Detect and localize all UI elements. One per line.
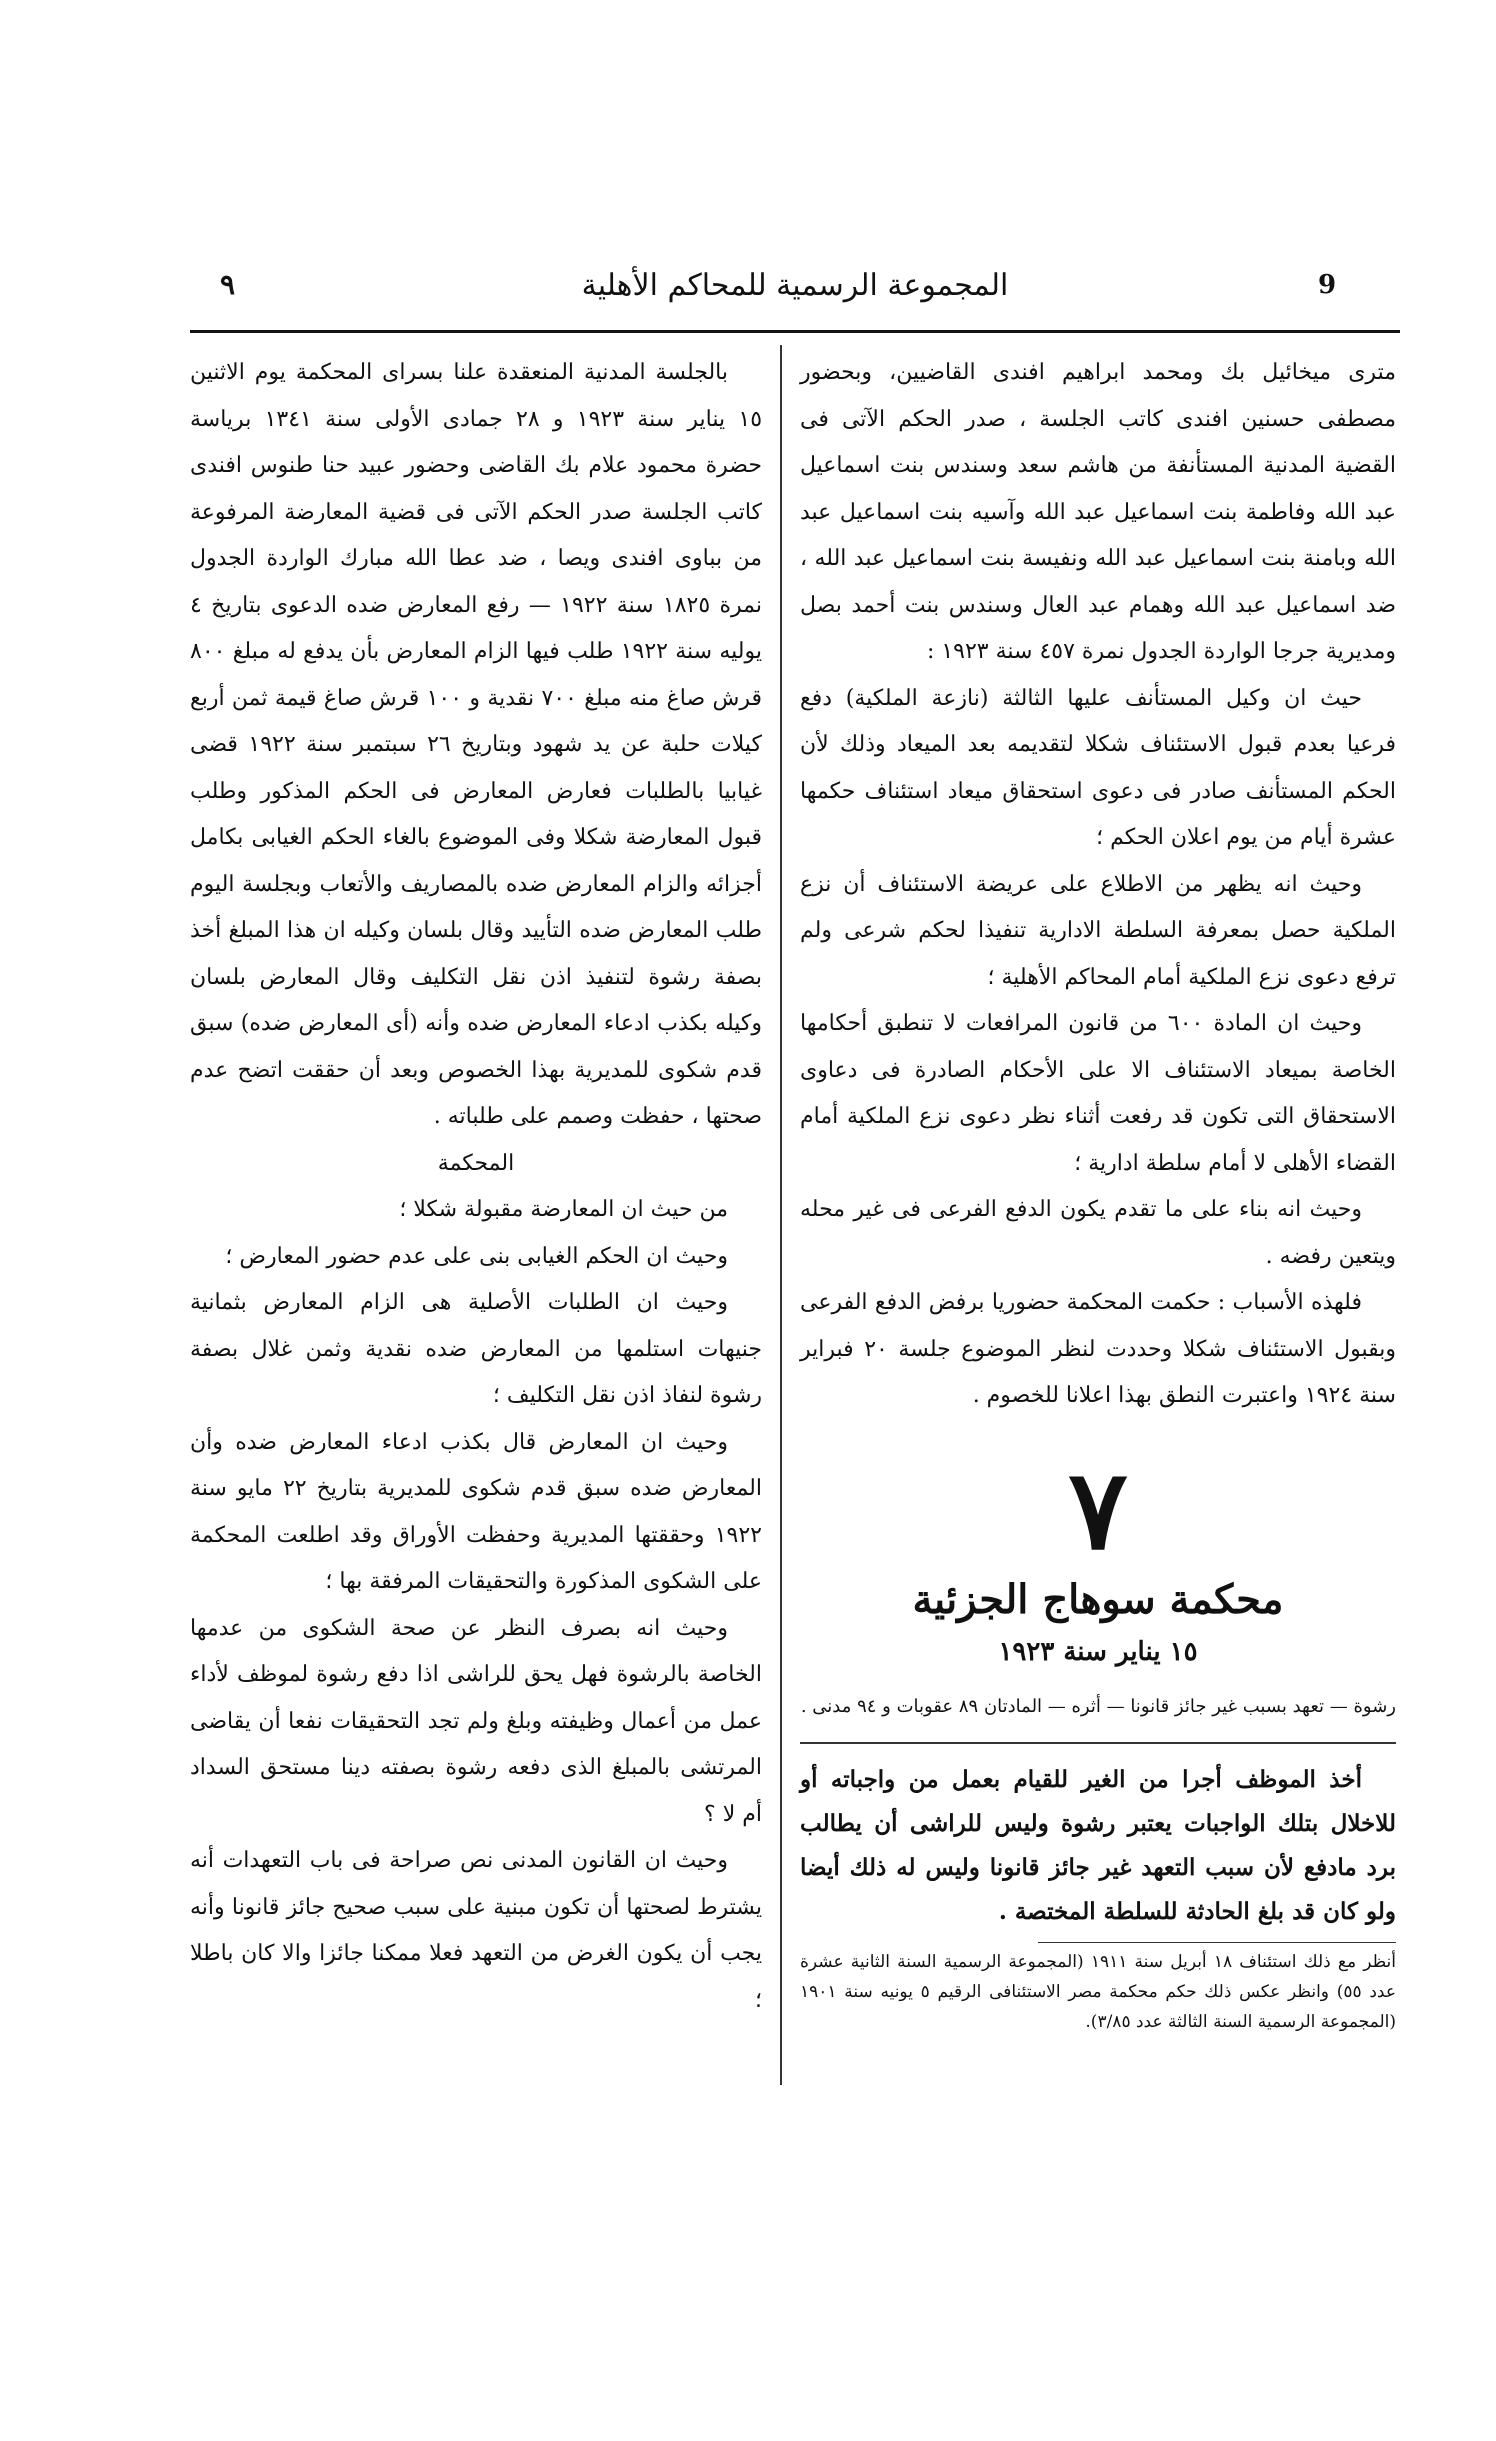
right-column bbox=[800, 350, 1396, 2037]
right-paragraph-2: حيث ان وكيل المستأنف عليها الثالثة (نازعة الملكية) دفع فرعيا بعدم قبول الاستئناف شكلا لتقديمه بعد الميعاد وذلك لأن الحكم المستأنف صادر فى دعوى استحقاق ميعاد استئناف حكمها عشرة أيام من يوم اعلان الحكم ؛ bbox=[800, 685, 1396, 850]
left-paragraph-2: وحيث ان الحكم الغيابى بنى على عدم حضور المعارض ؛ bbox=[225, 1243, 728, 1269]
right-paragraph-3: وحيث انه يظهر من الاطلاع على عريضة الاستئناف أن نزع الملكية حصل بمعرفة السلطة الادارية تنفيذا لحكم شرعى ولم ترفع دعوى نزع الملكية أمام المحاكم الأهلية ؛ bbox=[800, 871, 1396, 990]
court-heading: المحكمة bbox=[437, 1150, 515, 1176]
left-column bbox=[190, 350, 762, 2024]
left-paragraph-5: وحيث انه بصرف النظر عن صحة الشكوى من عدمها الخاصة بالرشوة فهل يحق للراشى اذا دفع رشوة لموظف لأداء عمل من أعمال وظيفته وبلغ ولم تجد التحقيقات نفعا أن يقاضى المرتشى بالمبلغ الذى دفعه رشوة بصفته دينا مستحق السداد أم لا ؟ bbox=[190, 1615, 762, 1827]
left-paragraph-3: وحيث ان الطلبات الأصلية هى الزام المعارض بثمانية جنيهات استلمها من المعارض ضده نقدية وثمن غلال بصفة رشوة لنفاذ اذن نقل التكليف ؛ bbox=[190, 1290, 762, 1408]
right-paragraph-1: مترى ميخائيل بك ومحمد ابراهيم افندى القاضيين، وبحضور مصطفى حسنين افندى كاتب الجلسة ، صدر الحكم الآتى فى القضية المدنية المستأنفة من هاشم سعد وسندس بنت اسماعيل عبد الله وفاطمة بنت اسماعيل عبد الله وآسيه بنت اسماعيل عبد الله وبامنة بنت اسماعيل عبد الله ونفيسة بنت اسماعيل عبد الله ، ضد اسماعيل عبد الله وهمام عبد العال وسندس بنت أحمد بصل ومديرية جرجا الواردة الجدول نمرة ٤٥٧ سنة ١٩٢٣ : bbox=[800, 360, 1396, 664]
right-paragraph-5: وحيث انه بناء على ما تقدم يكون الدفع الفرعى فى غير محله ويتعين رفضه . bbox=[800, 1197, 1396, 1269]
column-divider bbox=[780, 345, 782, 2085]
header-page-number: ٩ bbox=[220, 268, 236, 301]
footnote-rule bbox=[1038, 1942, 1396, 1943]
case-keywords: رشوة — تعهد بسبب غير جائز قانونا — أثره — المادتان ٨٩ عقوبات و ٩٤ مدنى . bbox=[800, 1695, 1396, 1717]
court-date: ١٥ يناير سنة ١٩٢٣ bbox=[998, 1636, 1198, 1667]
page-number-top: 9 bbox=[1318, 270, 1337, 300]
left-paragraph-4: وحيث ان المعارض قال بكذب ادعاء المعارض ضده وأن المعارض ضده سبق قدم شكوى للمديرية بتاريخ ٢٢ مايو سنة ١٩٢٢ وحققتها المديرية وحفظت الأوراق وقد اطلعت المحكمة على الشكوى المذكورة والتحقيقات المرفقة بها ؛ bbox=[190, 1429, 762, 1594]
court-name: محكمة سوهاج الجزئية bbox=[912, 1575, 1284, 1623]
case-number: ٧ bbox=[1068, 1444, 1128, 1574]
header-rule bbox=[190, 330, 1400, 333]
page-header bbox=[190, 268, 1400, 318]
journal-title: المجموعة الرسمية للمحاكم الأهلية bbox=[581, 268, 1009, 303]
judgment-paragraph: فلهذه الأسباب : حكمت المحكمة حضوريا برفض الدفع الفرعى وبقبول الاستئناف شكلا وحددت لنظر الموضوع جلسة ٢٠ فبراير سنة ١٩٢٤ واعتبرت النطق بهذا اعلانا للخصوم . bbox=[800, 1290, 1396, 1408]
case-summary: أخذ الموظف أجرا من الغير للقيام بعمل من واجباته أو للاخلال بتلك الواجبات يعتبر رشوة وليس للراشى أن يطالب برد مادفع لأن سبب التعهد غير جائز قانونا وليس له ذلك أيضا ولو كان قد بلغ الحادثة للسلطة المختصة . bbox=[800, 1765, 1396, 1925]
left-intro-paragraph: بالجلسة المدنية المنعقدة علنا بسراى المحكمة يوم الاثنين ١٥ يناير سنة ١٩٢٣ و ٢٨ جمادى الأولى سنة ١٣٤١ برياسة حضرة محمود علام بك القاضى وحضور عبيد حنا طنوس افندى كاتب الجلسة صدر الحكم الآتى فى قضية المعارضة المرفوعة من بباوى افندى ويصا ، ضد عطا الله مبارك الواردة الجدول نمرة ١٨٢٥ سنة ١٩٢٢ — رفع المعارض ضده الدعوى بتاريخ ٤ يوليه سنة ١٩٢٢ طلب فيها الزام المعارض بأن يدفع له مبلغ ٨٠٠ قرش صاغ منه مبلغ ٧٠٠ نقدية و ١٠٠ قرش صاغ قيمة ثمن أربع كيلات حلبة عن يد شهود وبتاريخ ٢٦ سبتمبر سنة ١٩٢٢ قضى غيابيا بالطلبات فعارض المعارض فى الحكم المذكور وطلب قبول المعارضة شكلا وفى الموضوع بالغاء الحكم الغيابى بكامل أجزائه والزام المعارض ضده بالمصاريف والأتعاب وبجلسة اليوم طلب المعارض ضده التأييد وقال بلسان وكيله ان هذا المبلغ أخذ بصفة رشوة لتنفيذ اذن نقل التكليف وقال المعارض بلسان وكيله بكذب ادعاء المعارض ضده وأنه (أى المعارض ضده) سبق قدم شكوى للمديرية بهذا الخصوص وبعد أن حققت اتضح عدم صحتها ، حفظت وصمم على طلباته . bbox=[190, 360, 763, 1129]
left-paragraph-1: من حيث ان المعارضة مقبولة شكلا ؛ bbox=[399, 1197, 728, 1222]
right-paragraph-4: وحيث ان المادة ٦٠٠ من قانون المرافعات لا تنطبق أحكامها الخاصة بميعاد الاستئناف الا على الأحكام الصادرة فى دعاوى الاستحقاق التى تكون قد رفعت أثناء نظر دعوى نزع الملكية أمام القضاء الأهلى لا أمام سلطة ادارية ؛ bbox=[800, 1011, 1396, 1176]
summary-rule bbox=[800, 1742, 1396, 1744]
footnote: أنظر مع ذلك استئناف ١٨ أبريل سنة ١٩١١ (المجموعة الرسمية السنة الثانية عشرة عدد ٥٥) وانظر عكس ذلك حكم محكمة مصر الاستئنافى الرقيم ٥ يونيه سنة ١٩٠١ (المجموعة الرسمية السنة الثالثة عدد ٣/٨٥). bbox=[800, 1951, 1397, 2032]
left-paragraph-6: وحيث ان القانون المدنى نص صراحة فى باب التعهدات أنه يشترط لصحتها أن تكون مبنية على سبب صحيح جائز قانونا وأنه يجب أن يكون الغرض من التعهد فعلا ممكنا جائزا والا كان باطلا ؛ bbox=[190, 1848, 762, 2013]
